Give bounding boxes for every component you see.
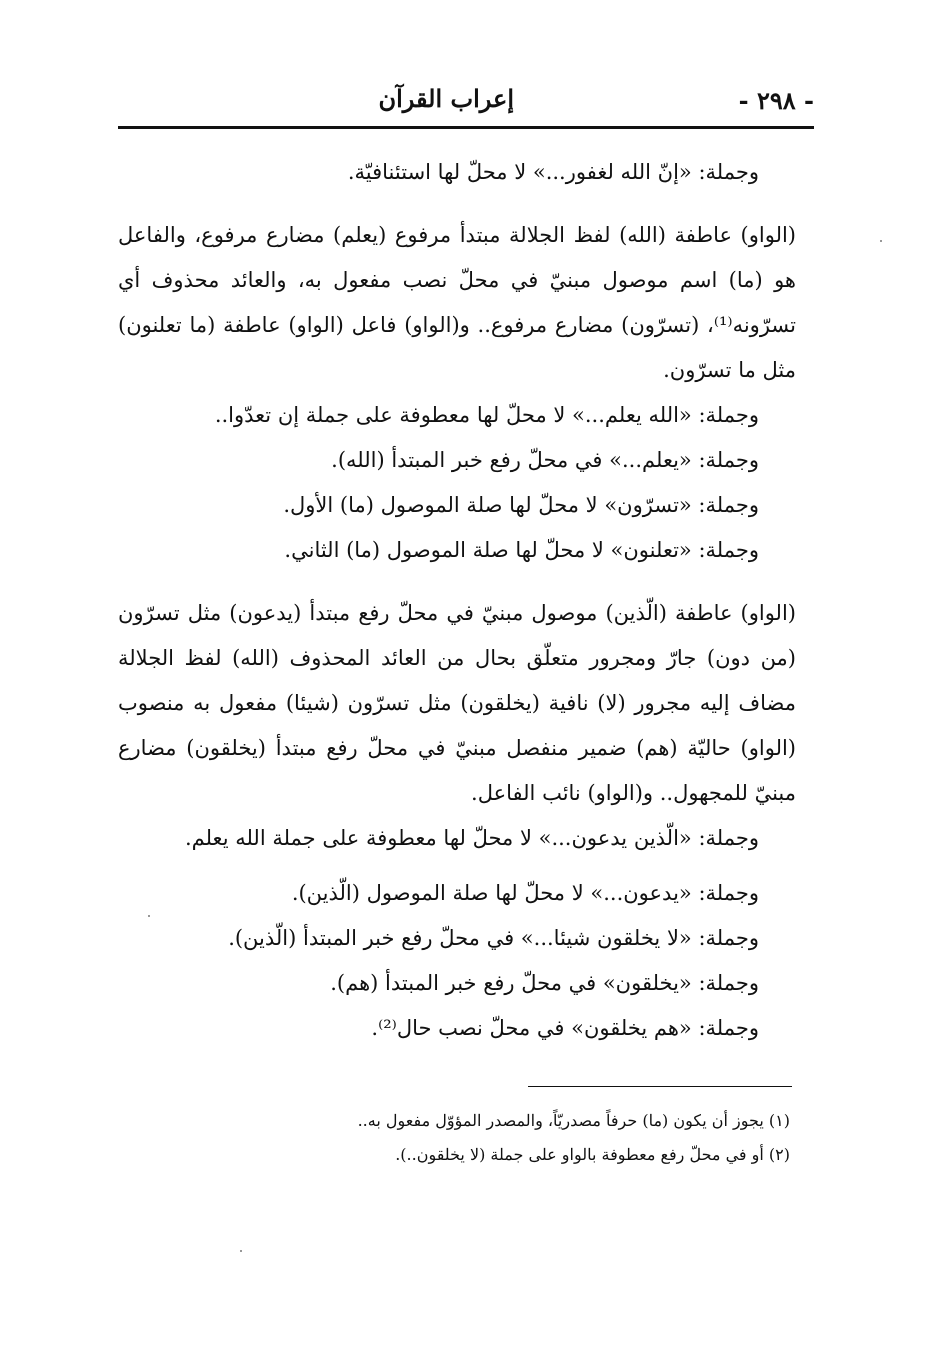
footnote-2: (٢) أو في محلّ رفع معطوفة بالواو على جملة (لا يخلقون..). [395, 1145, 790, 1164]
sentence-analysis-line: وجملة: «هم يخلقون» في محلّ نصب حال⁽²⁾. [371, 1016, 759, 1040]
sentence-analysis-line: وجملة: «تسرّون» لا محلّ لها صلة الموصول (ما) الأول. [283, 493, 759, 517]
footnotes [200, 1104, 790, 1172]
grammar-paragraph-1: (الواو) عاطفة (الله) لفظ الجلالة مبتدأ مرفوع (يعلم) مضارع مرفوع، والفاعل هو (ما) اسم موصول مبنيّ في محلّ نصب مفعول به، والعائد محذوف أي تسرّونه⁽¹⁾، (تسرّون) مضارع مرفوع.. و(الواو) فاعل (الواو) عاطفة (ما تعلنون) مثل ما تسرّون. [118, 223, 796, 382]
sentence-analysis-line: وجملة: «يعلم...» في محلّ رفع خبر المبتدأ (الله). [331, 448, 759, 472]
sentence-analysis-line: وجملة: «إنّ الله لغفور...» لا محلّ لها استئنافيّة. [347, 160, 759, 184]
running-title: إعراب القرآن [378, 84, 514, 113]
sentence-analysis-line: وجملة: «يدعون...» لا محلّ لها صلة الموصول (الّذين). [291, 881, 759, 905]
scan-speck [880, 240, 882, 242]
page-header [118, 80, 814, 124]
grammar-paragraph-2: (الواو) عاطفة (الّذين) موصول مبنيّ في محلّ رفع مبتدأ (يدعون) مثل تسرّون (من دون) جارّ ومجرور متعلّق بحال من العائد المحذوف (الله) لفظ الجلالة مضاف إليه مجرور (لا) نافية (يخلقون) مثل تسرّون (شيئا) مفعول به منصوب (الواو) حاليّة (هم) ضمير منفصل مبنيّ في محلّ رفع مبتدأ (يخلقون) مضارع مبنيّ للمجهول.. و(الواو) نائب الفاعل. [118, 601, 796, 805]
scan-speck [148, 915, 150, 917]
page-number: - ٢٩٨ - [738, 86, 814, 115]
sentence-analysis-line: وجملة: «الّذين يدعون...» لا محلّ لها معطوفة على جملة الله يعلم. [184, 826, 759, 850]
header-rule [118, 126, 814, 129]
sentence-analysis-line: وجملة: «الله يعلم...» لا محلّ لها معطوفة على جملة إن تعدّوا.. [214, 403, 759, 427]
footnote-separator [528, 1086, 792, 1087]
page-body [118, 150, 814, 1051]
sentence-analysis-line: وجملة: «لا يخلقون شيئا...» في محلّ رفع خبر المبتدأ (الّذين). [228, 926, 759, 950]
sentence-analysis-line: وجملة: «تعلنون» لا محلّ لها صلة الموصول (ما) الثاني. [284, 538, 759, 562]
footnote-1: (١) يجوز أن يكون (ما) حرفاً مصدريّاً، والمصدر المؤوّل مفعول به.. [357, 1111, 790, 1130]
sentence-analysis-line: وجملة: «يخلقون» في محلّ رفع خبر المبتدأ (هم). [330, 971, 759, 995]
scan-speck [240, 1250, 242, 1252]
